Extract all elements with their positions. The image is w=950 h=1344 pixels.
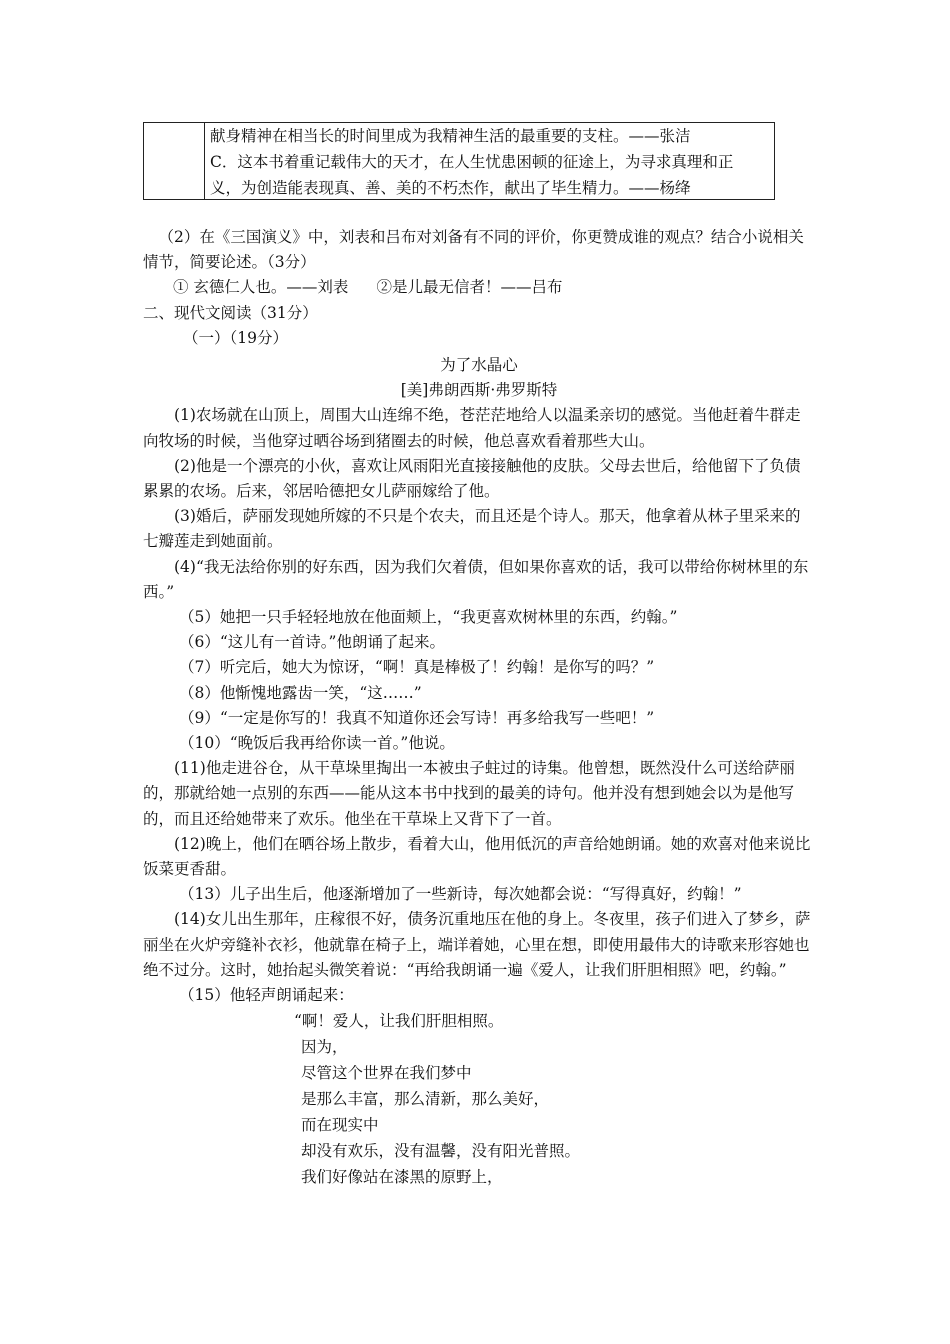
paragraph-13: （13）儿子出生后，他逐渐增加了一些新诗，每次她都会说：“写得真好，约翰！” <box>179 885 742 904</box>
poem-line: 而在现实中 <box>301 1116 379 1135</box>
table-line: 献身精神在相当长的时间里成为我精神生活的最重要的支柱。——张洁 <box>210 127 691 145</box>
options-table <box>143 122 775 200</box>
article-title: 为了水晶心 <box>440 356 518 375</box>
table-line: C．这本书着重记载伟大的天才，在人生忧患困顿的征途上，为寻求真理和正 <box>210 153 734 171</box>
table-left-cell <box>144 123 205 199</box>
subsection-heading: （一）（19分） <box>183 328 288 347</box>
poem-line: 尽管这个世界在我们梦中 <box>301 1064 472 1083</box>
paragraph-3: (3)婚后，萨丽发现她所嫁的不只是个农夫，而且还是个诗人。那天，他拿着从林子里采来的七瓣莲走到她面前。 <box>143 507 801 551</box>
table-line: 义，为创造能表现真、善、美的不朽杰作，献出了毕生精力。——杨绛 <box>210 179 691 197</box>
main-content <box>143 225 815 1190</box>
paragraph-10: （10）“晚饭后我再给你读一首。”他说。 <box>179 734 455 753</box>
paragraph-2: (2)他是一个漂亮的小伙，喜欢让风雨阳光直接接触他的皮肤。父母去世后，给他留下了负债累累的农场。后来，邻居哈德把女儿萨丽嫁给了他。 <box>143 456 801 501</box>
poem-line: 是那么丰富，那么清新，那么美好， <box>301 1090 550 1109</box>
table-right-cell <box>205 123 774 199</box>
option-lvbu: ②是儿最无信者！——吕布 <box>376 278 563 297</box>
paragraph-4: (4)“我无法给你别的好东西，因为我们欠着债，但如果你喜欢的话，我可以带给你树林里的东西。” <box>143 557 809 601</box>
poem-line: “啊！爱人，让我们肝胆相照。 <box>294 1012 504 1031</box>
paragraph-8: （8）他惭愧地露齿一笑，“这……” <box>179 683 422 702</box>
poem <box>143 1008 815 1190</box>
paragraph-14: (14)女儿出生那年，庄稼很不好，债务沉重地压在他的身上。冬夜里，孩子们进入了梦乡，萨丽坐在火炉旁缝补衣衫，他就靠在椅子上，端详着她，心里在想，即使用最伟大的诗歌来形容她也绝不过分。这时，她抬起头微笑着说：“再给我朗诵一遍《爱人，让我们肝胆相照》吧，约翰。” <box>143 910 811 979</box>
paragraph-5: （5）她把一只手轻轻地放在他面颊上，“我更喜欢树林里的东西，约翰。” <box>179 608 678 627</box>
paragraph-11: (11)他走进谷仓，从干草垛里掏出一本被虫子蛀过的诗集。他曾想，既然没什么可送给萨丽的，那就给她一点别的东西——能从这本书中找到的最美的诗句。他并没有想到她会以为是他写的，而且还给她带来了欢乐。他坐在干草垛上又背下了一首。 <box>143 759 795 828</box>
poem-line: 我们好像站在漆黑的原野上， <box>301 1168 503 1187</box>
paragraph-6: （6）“这儿有一首诗。”他朗诵了起来。 <box>179 633 445 652</box>
question-2: （2）在《三国演义》中，刘表和吕布对刘备有不同的评价，你更赞成谁的观点？结合小说相关情节，简要论述。（3分） <box>143 228 804 272</box>
section-heading: 二、现代文阅读（31分） <box>143 303 318 322</box>
paragraph-7: （7）听完后，她大为惊讶，“啊！真是棒极了！约翰！是你写的吗？” <box>179 658 655 677</box>
option-liubiao: ① 玄德仁人也。——刘表 <box>173 278 349 297</box>
question-2-options <box>143 275 815 300</box>
poem-line: 因为， <box>301 1038 348 1057</box>
paragraph-15: （15）他轻声朗诵起来： <box>179 986 354 1005</box>
paragraph-9: （9）“一定是你写的！我真不知道你还会写诗！再多给我写一些吧！” <box>179 708 655 727</box>
poem-line: 却没有欢乐，没有温馨，没有阳光普照。 <box>301 1142 581 1161</box>
paragraph-1: (1)农场就在山顶上，周围大山连绵不绝，苍茫茫地给人以温柔亲切的感觉。当他赶着牛群走向牧场的时候，当他穿过晒谷场到猪圈去的时候，他总喜欢看着那些大山。 <box>143 406 801 450</box>
article-author: [美]弗朗西斯·弗罗斯特 <box>400 381 558 400</box>
paragraph-12: (12)晚上，他们在晒谷场上散步，看着大山，他用低沉的声音给她朗诵。她的欢喜对他来说比饭菜更香甜。 <box>143 834 811 879</box>
